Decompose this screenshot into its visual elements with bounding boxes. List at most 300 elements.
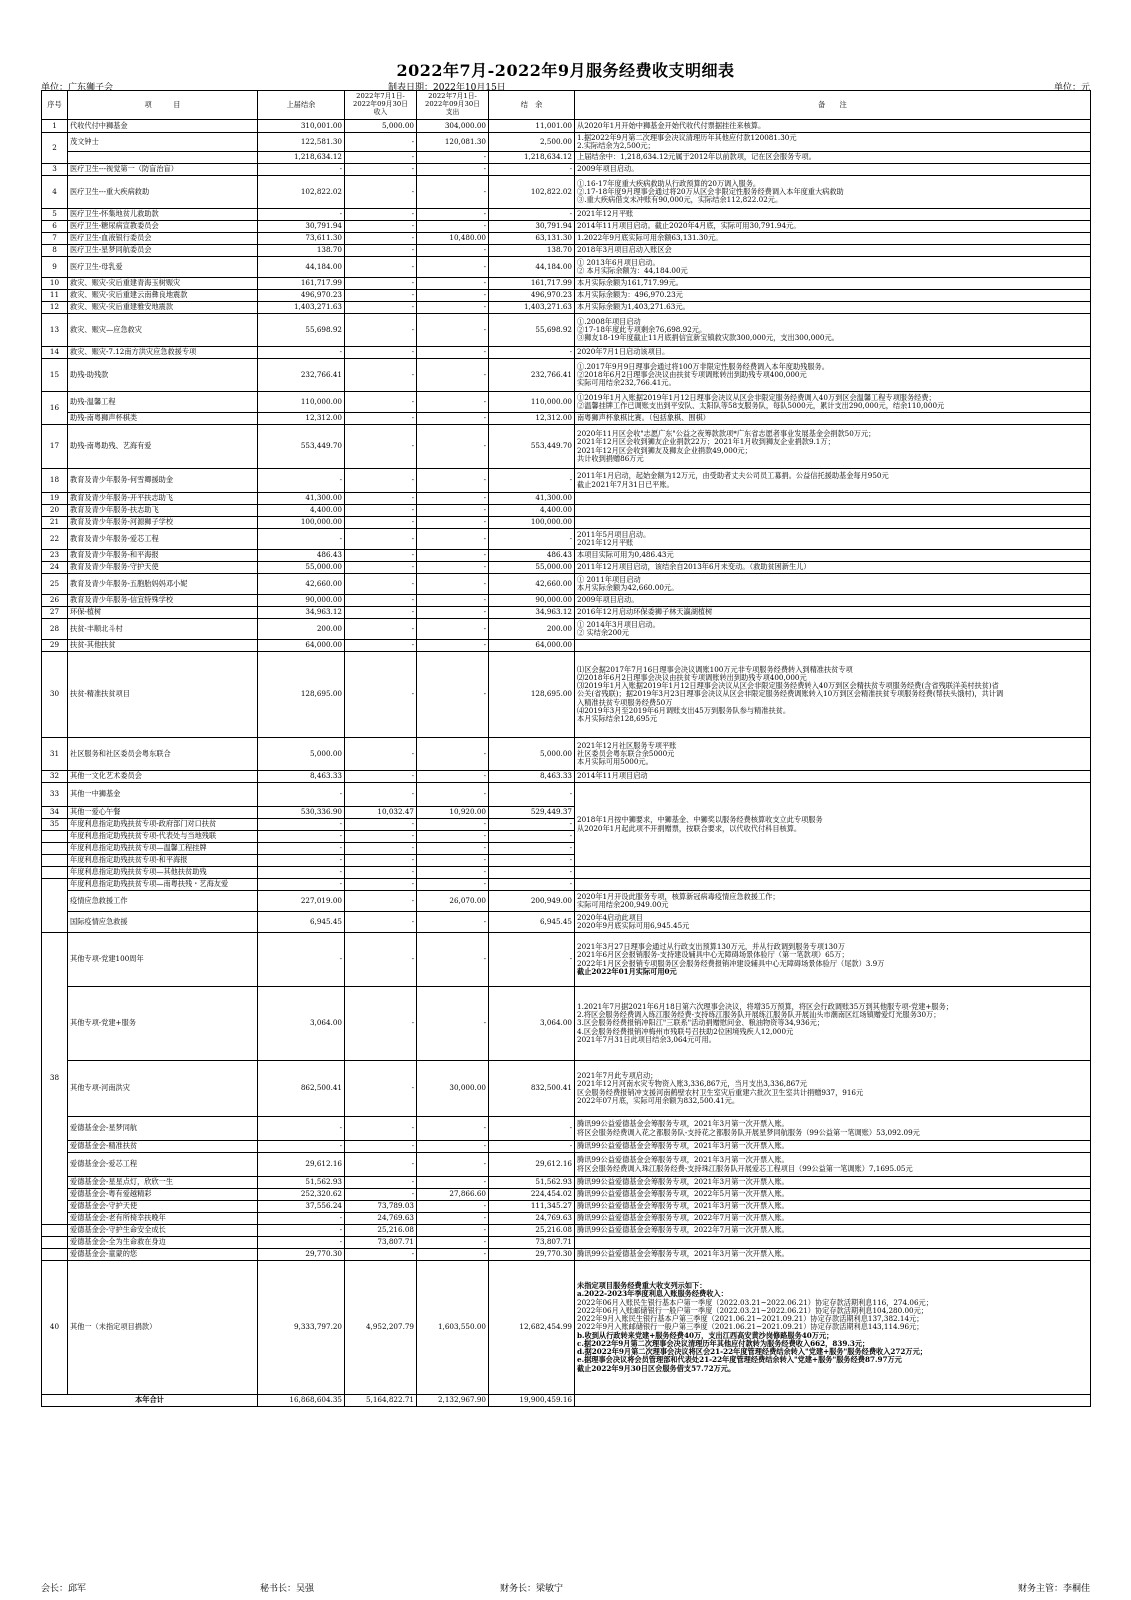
expense-amount: 120,081.30 [417,133,489,152]
income-amount: - [345,413,417,425]
remark-cell [575,359,1091,392]
expense-amount: - [417,843,489,855]
table-row [42,529,1091,550]
row-number: 12 [42,302,68,314]
balance-amount: 41,300.00 [489,493,575,505]
row-number: 9 [42,257,68,278]
remark-line: 腾讯99公益爱德基金会筹服务专项，2021年3月第一次开票入账。 [577,1119,789,1129]
prev-balance: - [258,1213,345,1225]
table-row [42,652,1091,738]
expense-amount: - [417,1177,489,1189]
table-row [42,783,1091,807]
remark-cell [575,738,1091,771]
remark-cell [575,290,1091,302]
remark-line: 1.据2022年9月第二次理事会决议清理历年其他应付款120081.30元 [577,132,797,142]
remark-line: 2022年9月入账民生银行基本户第三季度（2021.06.21~2021.09.21）协定存款活期利息137,382.14元； [577,1314,924,1324]
remark-cell [575,505,1091,517]
remark-line: 腾讯99公益爱德基金会筹服务专项，2022年7月第一次开票入账。 [577,1213,789,1223]
balance-amount: 529,449.37 [489,807,575,819]
row-number [42,855,68,867]
remark-line: 2016年12月启动环保委狮子林天瀛湖植树 [577,607,713,617]
income-amount: - [345,164,417,176]
remark-cell [575,867,1091,879]
table-row [42,867,1091,879]
expense-amount: - [417,221,489,233]
item-name: 扶贫-其他扶贫 [68,640,258,652]
remark-line: 2014年11月项目启动。截止2020年4月底，实际可用30,791.94元。 [577,221,801,231]
item-name: 爱德基金会-星星点灯，欣欣一生 [68,1177,258,1189]
income-amount: - [345,517,417,529]
remark-line: a.2022-2023年季度利息入账服务经费收入： [577,1289,728,1299]
income-amount: - [345,176,417,209]
prev-balance: 4,400.00 [258,505,345,517]
remark-cell [575,1061,1091,1117]
remark-line: ②17-18年度此专项剩余76,698.92元。 [577,324,707,334]
item-name: 其他专项-党建100周年 [68,933,258,987]
expense-amount: 10,480.00 [417,233,489,245]
prev-balance: 8,463.33 [258,771,345,783]
table-row [42,290,1091,302]
remark-cell [575,550,1091,562]
remark-cell [575,879,1091,891]
remark-line: 2021年12月社区服务专项平账 [577,740,677,750]
balance-amount: 34,963.12 [489,607,575,619]
income-amount: - [345,855,417,867]
expense-amount: - [417,987,489,1061]
item-name: 医疗卫生-怀集地贫儿救助款 [68,209,258,221]
remark-line: 2011年5月项目启动。 [577,529,651,539]
item-name: 医疗卫生---视觉第一（防盲治盲） [68,164,258,176]
row-number [42,867,68,879]
prev-balance: - [258,1117,345,1141]
remark-line: 2020年11月区会收"志愿广东"公益之夜筹款款项*广东省志愿者事业发展基金会捐款50万元； [577,428,876,438]
table-row [42,359,1091,392]
remark-line: 上届结余中：1,218,634.12元属于2012年以前款项，记在区会服务专项。 [577,152,816,162]
item-name: 其他一文化艺术委员会 [68,771,258,783]
income-amount: - [345,1249,417,1261]
item-name: 爱德基金会-星梦同航 [68,1117,258,1141]
table-row [42,505,1091,517]
remark-line: d.据2022年9月第二次理事会决议将区会21-22年度管理经费结余转入"党建+服务"服务经费收入272万元； [577,1347,927,1357]
row-number: 8 [42,245,68,257]
prev-balance: 161,717.99 [258,278,345,290]
item-name: 其他专项-河南洪灾 [68,1061,258,1117]
row-number [42,1249,68,1261]
balance-amount: - [489,933,575,987]
expense-amount: - [417,1141,489,1153]
remark-cell [575,233,1091,245]
row-number: 1 [42,120,68,133]
income-amount: - [345,574,417,595]
balance-amount: 496,970.23 [489,290,575,302]
item-name: 教育及青少年服务-河源狮子学校 [68,517,258,529]
remark-line: ②.17-18年度9月理事会通过将20万从区会非限定性服务经费调入本年度重大病救助 [577,186,844,196]
table-row [42,1117,1091,1141]
balance-amount: 12,682,454.99 [489,1261,575,1395]
remark-line: ② 实结余200元 [577,628,629,637]
remark-line: 2009年项目启动。 [577,595,639,605]
remark-cell [575,152,1091,164]
income-amount: - [345,302,417,314]
remark-line: 2022年9月入账邮储银行一般户第三季度（2021.06.21~2021.09.21）协定存款活期利息143,114.96元； [577,1322,924,1332]
remark-line: 本项目实际可用为0,486.43元 [577,550,674,560]
col-header-expense: 2022年7月1日- 2022年09月30日 支出 [417,91,489,120]
expense-amount: - [417,1201,489,1213]
remark-cell [575,278,1091,290]
expense-amount: - [417,867,489,879]
income-amount: - [345,1117,417,1141]
total-income: 5,164,822.71 [345,1395,417,1407]
balance-amount: - [489,879,575,891]
balance-amount: 24,769.63 [489,1213,575,1225]
item-name: 扶贫-丰顺北斗村 [68,619,258,640]
remark-line: 2021年6月区会报销服务-支持建设辅具中心无障碍场景体验厅（第一笔款项）65万； [577,950,849,960]
table-row [42,1237,1091,1249]
prev-balance: 862,500.41 [258,1061,345,1117]
row-number: 23 [42,550,68,562]
expense-amount: - [417,912,489,933]
prev-balance: 128,695.00 [258,652,345,738]
prev-balance: - [258,529,345,550]
item-name: 教育及青少年服务-和平海报 [68,550,258,562]
remark-line: 2021年12月区会收到狮友及狮友企业捐款49,000元； [577,445,752,455]
remark-line: ⑶2019年1月入账据2019年1月12日理事会决议从区会非限定服务经费转入40万到区会精扶贫专项服务经费(含省残联洋美村扶贫)省 [577,681,999,691]
item-name: 年度利息指定助残扶贫专项—南粤扶残・艺海友爱 [68,879,258,891]
expense-amount: 10,920.00 [417,807,489,819]
balance-amount: 1,403,271.63 [489,302,575,314]
remark-line: 未指定项目服务经费重大收支列示如下： [577,1280,707,1290]
expense-amount: - [417,640,489,652]
expense-amount: - [417,783,489,807]
table-row [42,413,1091,425]
prev-balance: 55,698.92 [258,314,345,347]
table-row [42,302,1091,314]
remark-cell [575,1249,1091,1261]
table-row [42,245,1091,257]
item-name: 爱德基金会-精准扶贫 [68,1141,258,1153]
remark-line: 截止2022年01月实际可用0元 [577,966,677,976]
expense-amount: - [417,257,489,278]
prev-balance: 200.00 [258,619,345,640]
balance-amount: 42,660.00 [489,574,575,595]
balance-amount: 2,500.00 [489,133,575,152]
expense-amount: - [417,209,489,221]
balance-amount: - [489,347,575,359]
item-name: 教育及青少年服务-开平扶志助飞 [68,493,258,505]
prev-balance: 51,562.93 [258,1177,345,1189]
expense-amount: - [417,595,489,607]
item-name: 扶贫-精准扶贫项目 [68,652,258,738]
income-amount: - [345,619,417,640]
item-name: 救灾、赈灾—应急救灾 [68,314,258,347]
remark-line: 2020年9月底实际可用6,945.45元 [577,921,690,930]
table-row [42,1189,1091,1201]
remark-line: 腾讯99公益爱德基金会筹服务专项，2022年5月第一次开票入账。 [577,1189,789,1199]
balance-amount: - [489,831,575,843]
remark-cell [575,933,1091,987]
remark-line: 4.区会服务经费报销冲梅州市残联号召扶助2位困境残疾人12,000元 [577,1026,794,1036]
item-name: 代收代付中狮基金 [68,120,258,133]
income-amount: - [345,1141,417,1153]
item-name: 爱德基金会-童蒙的您 [68,1249,258,1261]
col-header-income: 2022年7月1日- 2022年09月30日 收入 [345,91,417,120]
remark-line: 本月实际余额为1,403,271.63元。 [577,302,690,312]
table-body [42,120,1091,1407]
expense-amount: - [417,152,489,164]
remark-line: 南粤狮声杯象棋比赛。（包括象棋、围棋） [577,413,710,423]
expense-table [41,90,1091,1407]
prev-balance: 1,403,271.63 [258,302,345,314]
president-sign: 会长：邱军 [41,1584,87,1594]
income-amount: - [345,469,417,493]
table-row [42,607,1091,619]
expense-amount: - [417,819,489,831]
remark-line: 从2020年1月起此项不开捐赠票，按联合要求，以代收代付科目核算。 [577,823,802,833]
item-name: 教育及青少年服务-爱芯工程 [68,529,258,550]
remark-line: 2022年07月底，实际可用余额为832,500.41元。 [577,1095,740,1105]
remark-cell [575,1261,1091,1395]
table-row [42,562,1091,574]
remark-cell [575,562,1091,574]
balance-amount: 110,000.00 [489,392,575,413]
remark-line: 区会服务经费报销冲支援河南鹤壁农村卫生室灾后重建六批次卫生室共计捐赠937，916元 [577,1087,864,1097]
table-row [42,891,1091,912]
remark-cell [575,1177,1091,1189]
header-row [42,91,1091,120]
prev-balance: - [258,879,345,891]
remark-line: ⑷2019年3月至2019年6月调账支出45万到服务队参与精准扶贫。 [577,705,791,715]
row-number: 15 [42,359,68,392]
prev-balance: - [258,819,345,831]
prev-balance: 30,791.94 [258,221,345,233]
remark-line: 1.2022年9月底实际可用余额63,131.30元。 [577,233,723,243]
prev-balance: 486.43 [258,550,345,562]
remark-line: 从2020年1月开始中狮基金开始代收代付票据挂往来核算。 [577,120,766,130]
balance-amount: 8,463.33 [489,771,575,783]
balance-amount: - [489,209,575,221]
expense-amount: - [417,1249,489,1261]
expense-amount: 1,603,550.00 [417,1261,489,1395]
remark-cell [575,425,1091,469]
balance-amount: 64,000.00 [489,640,575,652]
balance-amount: 3,064.00 [489,987,575,1061]
balance-amount: - [489,469,575,493]
remark-cell [575,1225,1091,1237]
remark-cell [575,987,1091,1061]
income-amount: 24,769.63 [345,1213,417,1225]
item-name: 医疗卫生-母乳爱 [68,257,258,278]
total-label: 本年合计 [42,1395,258,1407]
row-number: 20 [42,505,68,517]
prev-balance: 37,556.24 [258,1201,345,1213]
balance-amount: - [489,819,575,831]
item-name: 其他一爱心午餐 [68,807,258,819]
income-amount: - [345,562,417,574]
income-amount: - [345,1177,417,1189]
prev-balance: - [258,347,345,359]
remark-line: 2022年1月区会报销专项服务区会服务经费报销冲建设辅具中心无障碍场景体验厅（尾款）3.9万 [577,958,885,968]
col-header-item: 项 目 [68,91,258,120]
income-amount: - [345,843,417,855]
total-remark [575,1395,1091,1407]
expense-amount: 26,070.00 [417,891,489,912]
income-amount: - [345,607,417,619]
expense-amount: - [417,1117,489,1141]
income-amount: - [345,359,417,392]
item-name: 助残-南粤助残、艺海有爱 [68,425,258,469]
item-name: 环保-植树 [68,607,258,619]
income-amount: - [345,595,417,607]
row-number: 25 [42,574,68,595]
remark-line: 社区委员会粤东联合余5000元 [577,748,675,758]
remark-line: 2.将区会服务经费调入练江服务经费-支持练江服务队开展练江服务队开展汕头市潮南区红场镇赠爱灯光服务30万； [577,1010,941,1020]
remark-line: 2022年06月入账邮储银行一般户第一季度（2022.03.21~2022.06.21）协定存款活期利息104,280.00元； [577,1305,928,1315]
item-name: 救灾、赈灾-灾后重建雅安地震款 [68,302,258,314]
table-row [42,133,1091,152]
balance-amount: 30,791.94 [489,221,575,233]
remark-line: 截止2022年9月30日区会服务借支57.72万元。 [577,1363,736,1373]
remark-line: c.据2022年9月第二次理事会决议清理历年其他应付款转为服务经费收入662，839.3元； [577,1338,870,1348]
remark-cell [575,347,1091,359]
item-name: 医疗卫生-血液银行委员会 [68,233,258,245]
expense-amount: - [417,176,489,209]
remark-line: ③狮友18-19年度截止11月底捐信宜新宝镇救灾款300,000元，支出300,000元。 [577,333,839,343]
remark-line: 本月实际可用5000元。 [577,757,653,767]
currency-unit: 单位：元 [1053,83,1090,93]
row-number: 18 [42,469,68,493]
expense-amount: - [417,574,489,595]
row-number: 14 [42,347,68,359]
income-amount: 4,952,207.79 [345,1261,417,1395]
prev-balance: 9,333,797.20 [258,1261,345,1395]
remark-line: 2020年7月1日启动该项目。 [577,347,670,357]
table-row [42,1249,1091,1261]
row-number: 38 [42,933,68,1225]
remark-cell [575,1201,1091,1213]
balance-amount: - [489,867,575,879]
remark-cell [575,771,1091,783]
prev-balance: 102,822.02 [258,176,345,209]
remark-line: 腾讯99公益爱德基金会筹服务专项，2021年3月第一次开票入账。 [577,1249,789,1259]
balance-amount: 29,770.30 [489,1249,575,1261]
remark-cell [575,574,1091,595]
expense-amount: - [417,290,489,302]
remark-line: 实际可用结余232,766.41元。 [577,378,676,388]
row-number [42,879,68,933]
income-amount: - [345,1153,417,1177]
table-row [42,314,1091,347]
expense-amount: - [417,469,489,493]
prev-balance: 227,019.00 [258,891,345,912]
remark-line: 2021年3月27日理事会通过从行政支出预算130万元，并从行政调到服务专项130万 [577,941,845,951]
income-amount: - [345,879,417,891]
remark-line: 2020年1月开设此服务专项，核算新冠病毒疫情应急救援工作； [577,891,780,901]
balance-amount: 51,562.93 [489,1177,575,1189]
income-amount: - [345,891,417,912]
expense-amount: - [417,1213,489,1225]
expense-amount: 304,000.00 [417,120,489,133]
prev-balance: 29,612.16 [258,1153,345,1177]
income-amount: - [345,529,417,550]
remark-line: 截止2021年7月31日已平账。 [577,479,674,489]
prev-balance: - [258,1141,345,1153]
expense-amount: - [417,607,489,619]
item-name: 救灾、赈灾-灾后重建青海玉树赈灾 [68,278,258,290]
income-amount: - [345,245,417,257]
balance-amount: 25,216.08 [489,1225,575,1237]
balance-amount: - [489,1141,575,1153]
table-row [42,550,1091,562]
item-name: 助残-南粤狮声杯棋类 [68,413,258,425]
total-prev: 16,868,604.35 [258,1395,345,1407]
expense-amount: - [417,1225,489,1237]
expense-amount: - [417,831,489,843]
table-row [42,912,1091,933]
row-number: 21 [42,517,68,529]
table-row [42,1201,1091,1213]
prev-balance: - [258,855,345,867]
prev-balance: - [258,831,345,843]
prev-balance: 64,000.00 [258,640,345,652]
prev-balance: 90,000.00 [258,595,345,607]
expense-amount: - [417,771,489,783]
item-name: 疫情应急救援工作 [68,891,258,912]
expense-amount: - [417,347,489,359]
balance-amount: 232,766.41 [489,359,575,392]
total-balance: 19,900,459.16 [489,1395,575,1407]
balance-amount: 55,000.00 [489,562,575,574]
balance-amount: 100,000.00 [489,517,575,529]
income-amount: - [345,290,417,302]
remark-cell [575,302,1091,314]
item-name: 年度利息指定助残扶贫专项-政府部门对口扶贫 [68,819,258,831]
row-number: 30 [42,652,68,738]
row-number: 6 [42,221,68,233]
remark-line: 2021年7月此专项启动； [577,1070,658,1080]
income-amount: - [345,278,417,290]
income-amount: - [345,819,417,831]
remark-cell [575,652,1091,738]
item-name: 年度利息指定助残扶贫专项—其他扶贫助残 [68,867,258,879]
remark-cell [575,1153,1091,1177]
item-name: 年度利息指定助残扶贫专项—温馨工程挂牌 [68,843,258,855]
remark-line: 实际可用结余200,949.00元 [577,900,669,909]
prev-balance: 122,581.30 [258,133,345,152]
balance-amount: 138.70 [489,245,575,257]
balance-amount: 11,001.00 [489,120,575,133]
item-name: 爱德基金会-粤有爱越精彩 [68,1189,258,1201]
item-name: 助残-助残款 [68,359,258,392]
row-number: 3 [42,164,68,176]
row-number: 4 [42,176,68,209]
expense-amount: - [417,517,489,529]
remark-line: 2022年06月入账民生银行基本户第一季度（2022.03.21~2022.06.21）协定存款活期利息116，274.06元； [577,1297,933,1307]
prev-balance: - [258,164,345,176]
item-name: 其他一中狮基金 [68,783,258,807]
expense-amount: - [417,879,489,891]
total-row [42,1395,1091,1407]
remark-line: ①.2008年项目启动 [577,316,641,326]
row-number: 28 [42,619,68,640]
remark-cell [575,891,1091,912]
remark-line: 2.实际结余为2,500元； [577,141,655,150]
expense-amount: 30,000.00 [417,1061,489,1117]
finance-head-sign: 财务主管：李桐佳 [1017,1584,1090,1594]
balance-amount: 90,000.00 [489,595,575,607]
expense-amount: - [417,738,489,771]
income-amount: - [345,425,417,469]
treasurer-sign: 财务长：梁敏宁 [500,1584,564,1594]
